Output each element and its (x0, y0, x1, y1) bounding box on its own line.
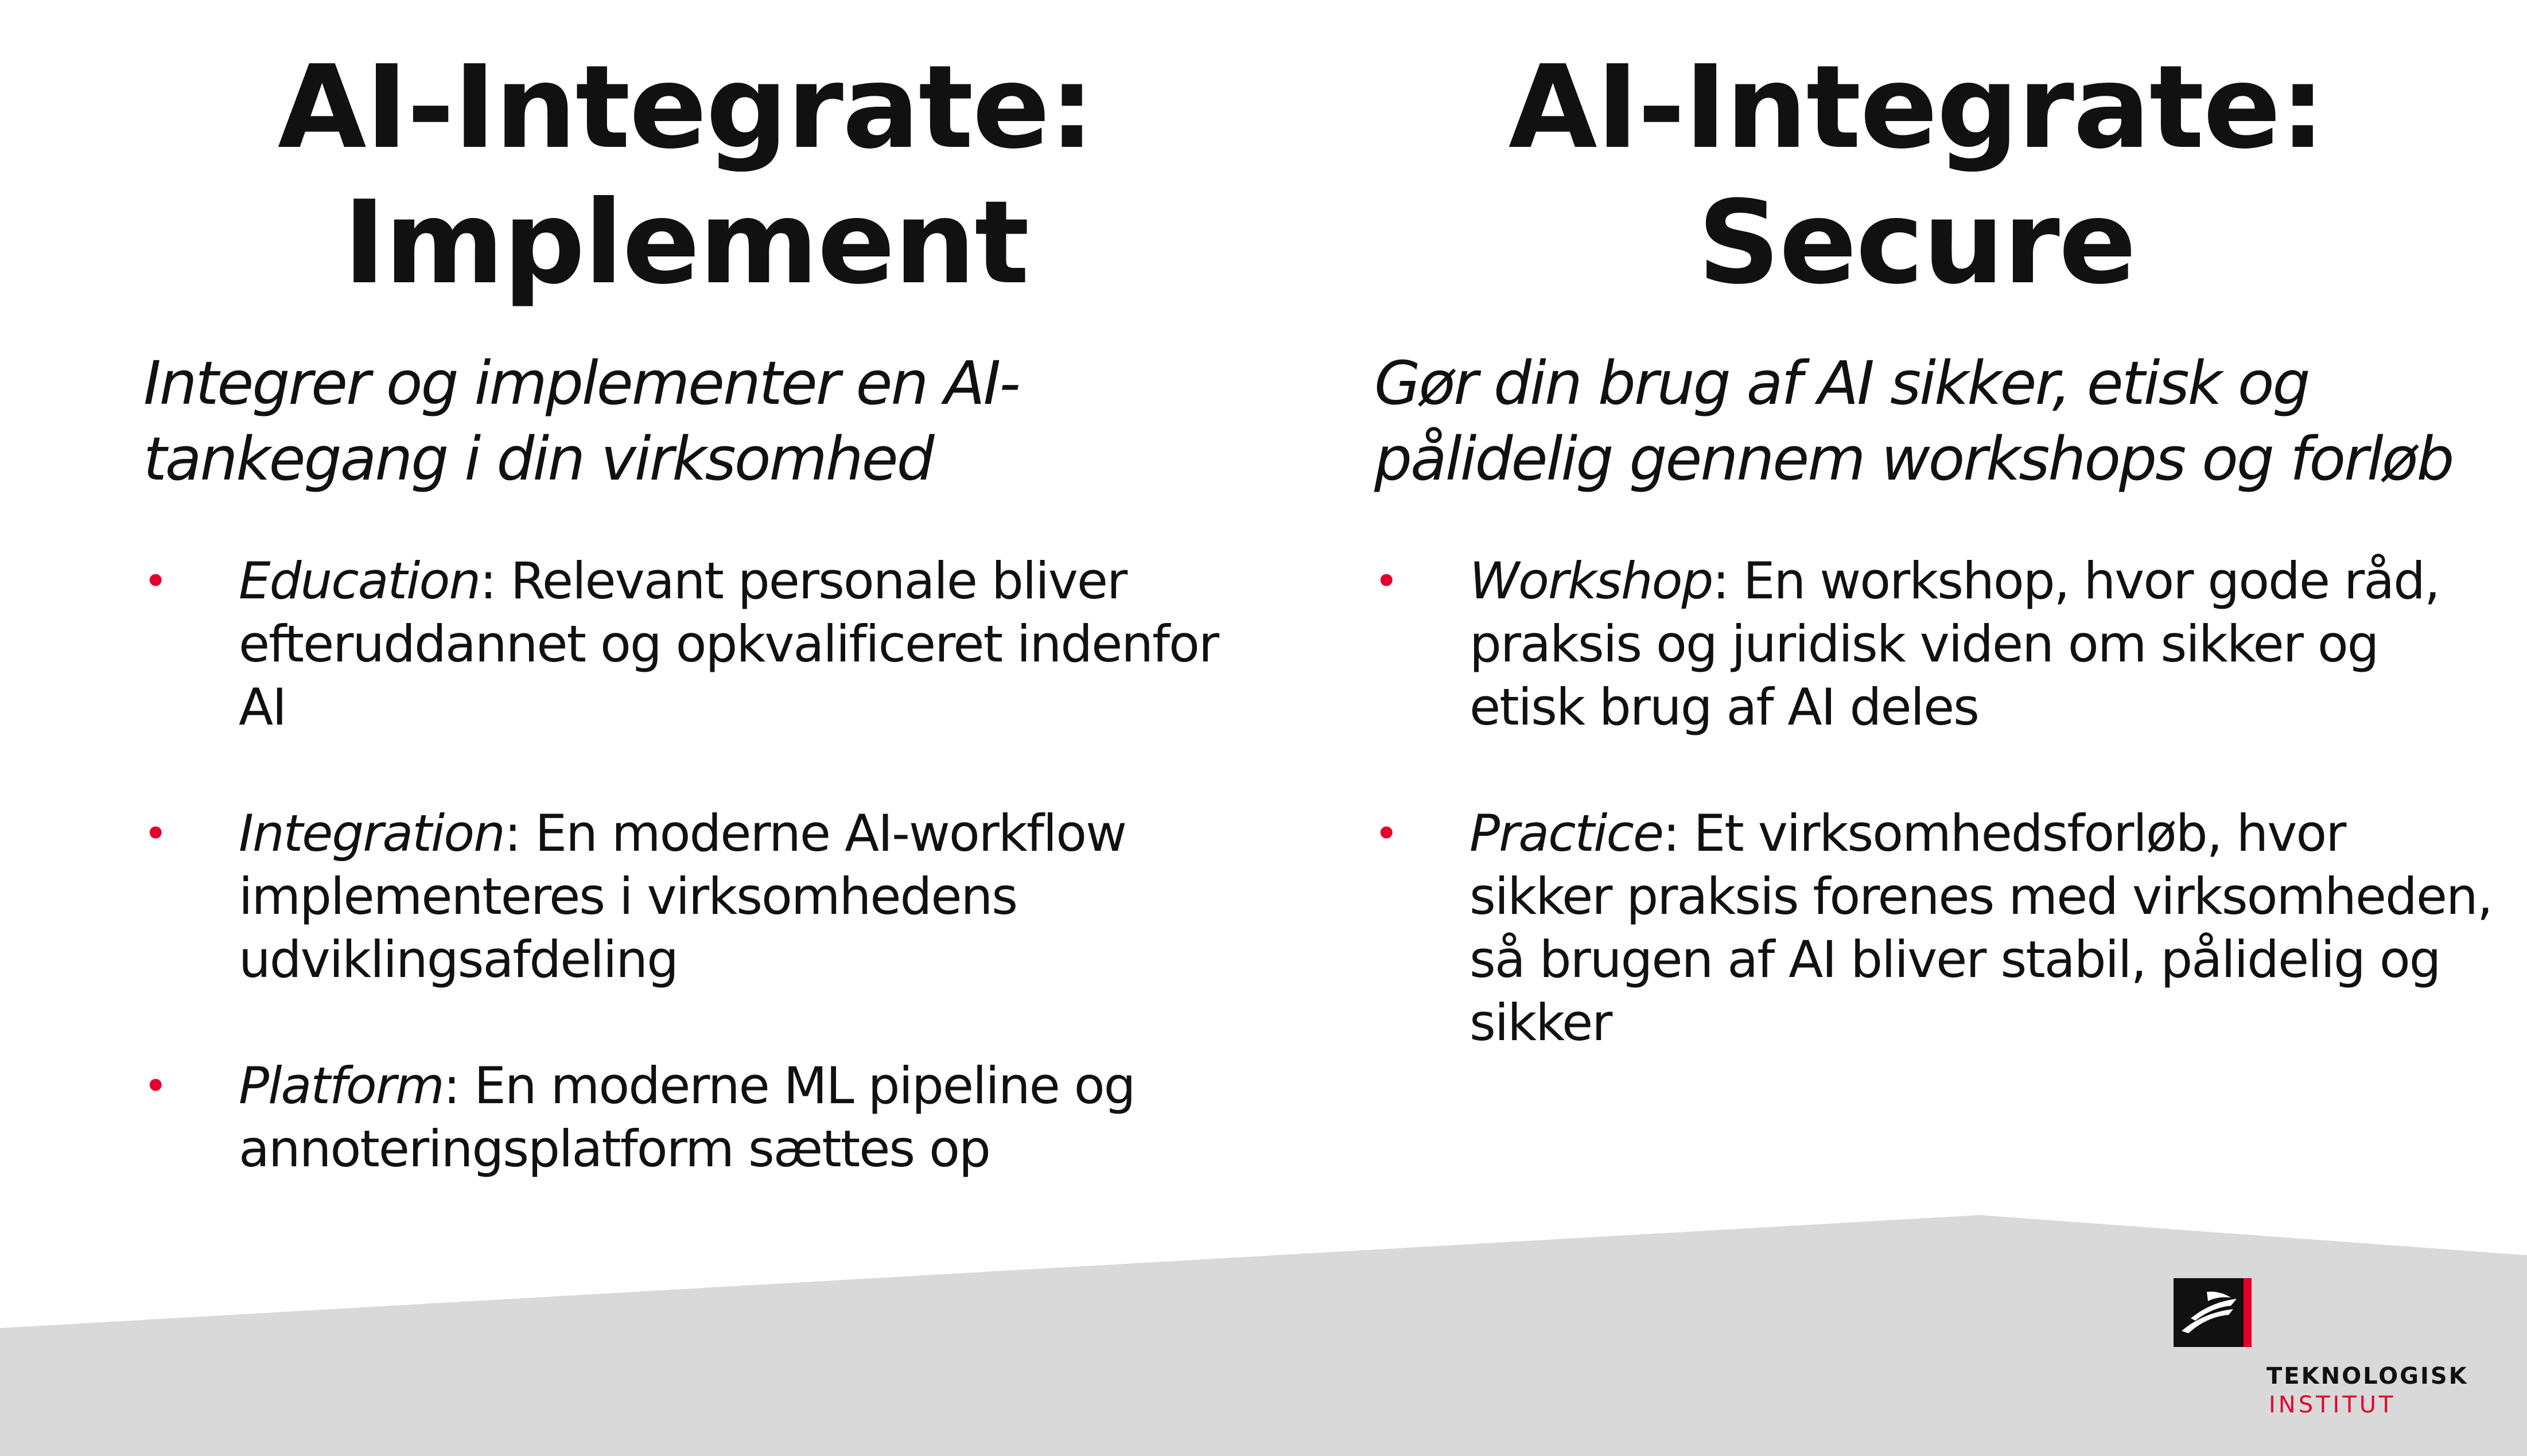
bullet-text: : En moderne ML pipeline og annoteringsplatform sættes op (239, 1056, 1135, 1178)
left-title-line1: AI-Integrate: (277, 41, 1094, 174)
logo-text-line2: INSTITUT (2269, 1392, 2396, 1418)
bullet-term: Practice (1469, 804, 1663, 863)
teknologisk-institut-logo-icon (2174, 1278, 2252, 1347)
bullet-term: Workshop (1469, 551, 1713, 610)
right-title-line2: Secure (1697, 176, 2136, 310)
bullet-text: : Et virksomhedsforløb, hvor sikker praksis forenes med virksomheden, så brugen af AI bliver stabil, pålidelig og sikker (1469, 804, 2492, 1052)
bullet-text: : En moderne AI-workflow implementeres i virksomhedens udviklingsafdeling (239, 804, 1126, 989)
list-item (1374, 550, 2499, 739)
bullet-icon: • (143, 557, 167, 605)
list-item (143, 550, 1222, 739)
bullet-icon: • (143, 1062, 167, 1110)
bullet-term: Education (239, 551, 480, 610)
list-item (1374, 802, 2499, 1054)
bullet-icon: • (1374, 809, 1398, 858)
bullet-term: Integration (239, 804, 504, 863)
right-title (1386, 40, 2447, 311)
bullet-text: : Relevant personale bliver efteruddannet og opkvalificeret indenfor AI (239, 551, 1219, 737)
left-bullet-list (143, 550, 1222, 1181)
bullet-icon: • (143, 809, 167, 858)
right-column (1374, 40, 2499, 1118)
list-item (143, 802, 1222, 991)
right-title-line1: AI-Integrate: (1508, 41, 2325, 174)
left-title-line2: Implement (343, 176, 1029, 310)
teknologisk-institut-logo (2174, 1278, 2468, 1418)
right-subtitle: Gør din brug af AI sikker, etisk og pålidelig gennem workshops og forløb (1374, 348, 2453, 494)
bullet-text: : En workshop, hvor gode råd, praksis og juridisk viden om sikker og etisk brug af AI deles (1469, 551, 2439, 737)
left-column (143, 40, 1234, 1244)
bullet-icon: • (1374, 557, 1398, 605)
left-title (155, 40, 1216, 311)
left-subtitle: Integrer og implementer en AI-tankegang i din virksomhed (143, 348, 1019, 494)
bullet-term: Platform (239, 1056, 444, 1115)
right-bullet-list (1374, 550, 2499, 1054)
logo-text-line1: TEKNOLOGISK (2266, 1363, 2468, 1389)
list-item (143, 1054, 1222, 1181)
